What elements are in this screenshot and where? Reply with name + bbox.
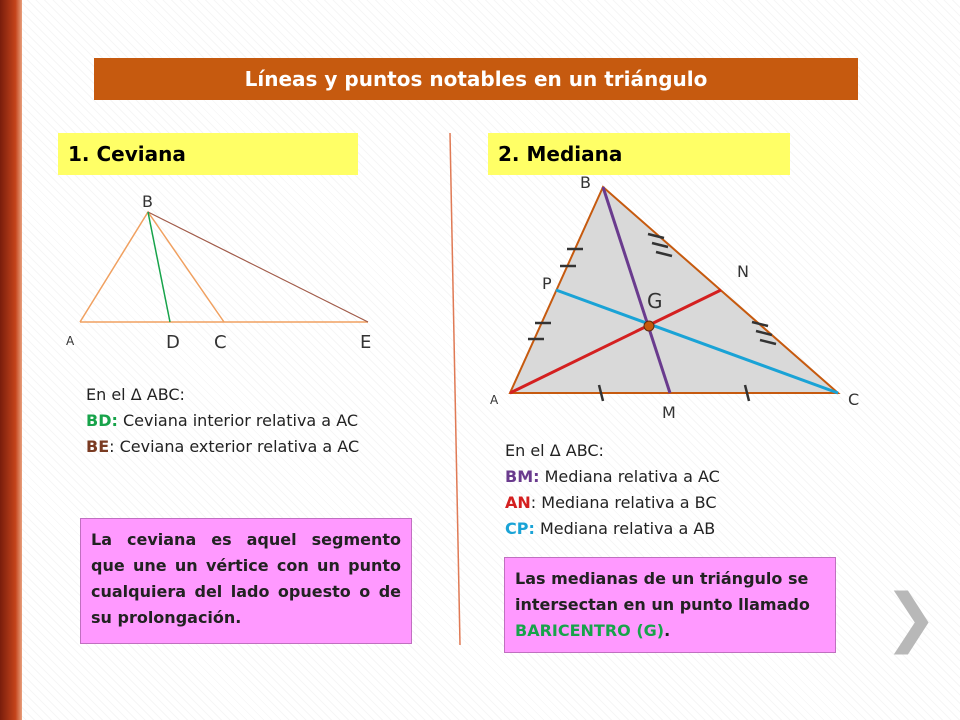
mediana-an-line-text: [505, 490, 720, 516]
mediana-label-n: N: [737, 262, 749, 281]
centroid-point: [644, 321, 654, 331]
ceviana-label-b: B: [142, 192, 153, 211]
ceviana-label-e: E: [360, 332, 372, 353]
mediana-an-key: AN: [505, 493, 531, 512]
mediana-bm-key: BM:: [505, 467, 540, 486]
ceviana-bd-key: BD:: [86, 411, 118, 430]
section-header-ceviana-text: 1. Ceviana: [68, 142, 186, 166]
mediana-label-m: M: [662, 403, 676, 422]
mediana-cp-line-text: [505, 516, 720, 542]
page-title-text: Líneas y puntos notables en un triángulo: [244, 67, 708, 91]
ceviana-description: [86, 382, 359, 460]
mediana-label-g: G: [647, 289, 663, 313]
mediana-bm-line-text: [505, 464, 720, 490]
ceviana-be-text: : Ceviana exterior relativa a AC: [109, 437, 360, 456]
ceviana-be-key: BE: [86, 437, 110, 456]
ceviana-label-d: D: [166, 332, 180, 353]
ceviana-bd-text: Ceviana interior relativa a AC: [117, 411, 359, 430]
ceviana-label-a: A: [66, 334, 75, 348]
mediana-definition-suffix: .: [664, 621, 671, 640]
mediana-label-b: B: [580, 173, 591, 192]
mediana-definition-prefix: Las medianas de un triángulo se intersectan en un punto llamado: [515, 569, 810, 614]
ceviana-label-c: C: [214, 332, 227, 353]
chevron-right-icon[interactable]: ❯: [884, 581, 938, 655]
mediana-cp-key: CP:: [505, 519, 535, 538]
ceviana-definition-box: [80, 518, 412, 644]
mediana-label-c: C: [848, 390, 860, 409]
baricentro-highlight: BARICENTRO (G): [515, 621, 665, 640]
mediana-description: [505, 438, 720, 542]
mediana-intro: En el Δ ABC:: [505, 441, 604, 460]
mediana-cp-text: Mediana relativa a AB: [534, 519, 716, 538]
ceviana-bd-line-text: [86, 408, 359, 434]
mediana-bm-text: Mediana relativa a AC: [539, 467, 720, 486]
ceviana-definition-text: La ceviana es aquel segmento que une un vértice con un punto cualquiera del lado opuesto o de su prolongación.: [91, 530, 401, 627]
mediana-label-a: A: [490, 393, 499, 407]
section-header-mediana-text: 2. Mediana: [498, 142, 623, 166]
mediana-an-text: : Mediana relativa a BC: [530, 493, 717, 512]
ceviana-be-line-text: [86, 434, 359, 460]
mediana-definition-box: [504, 557, 836, 653]
mediana-label-p: P: [542, 274, 552, 293]
ceviana-intro: En el Δ ABC:: [86, 385, 185, 404]
